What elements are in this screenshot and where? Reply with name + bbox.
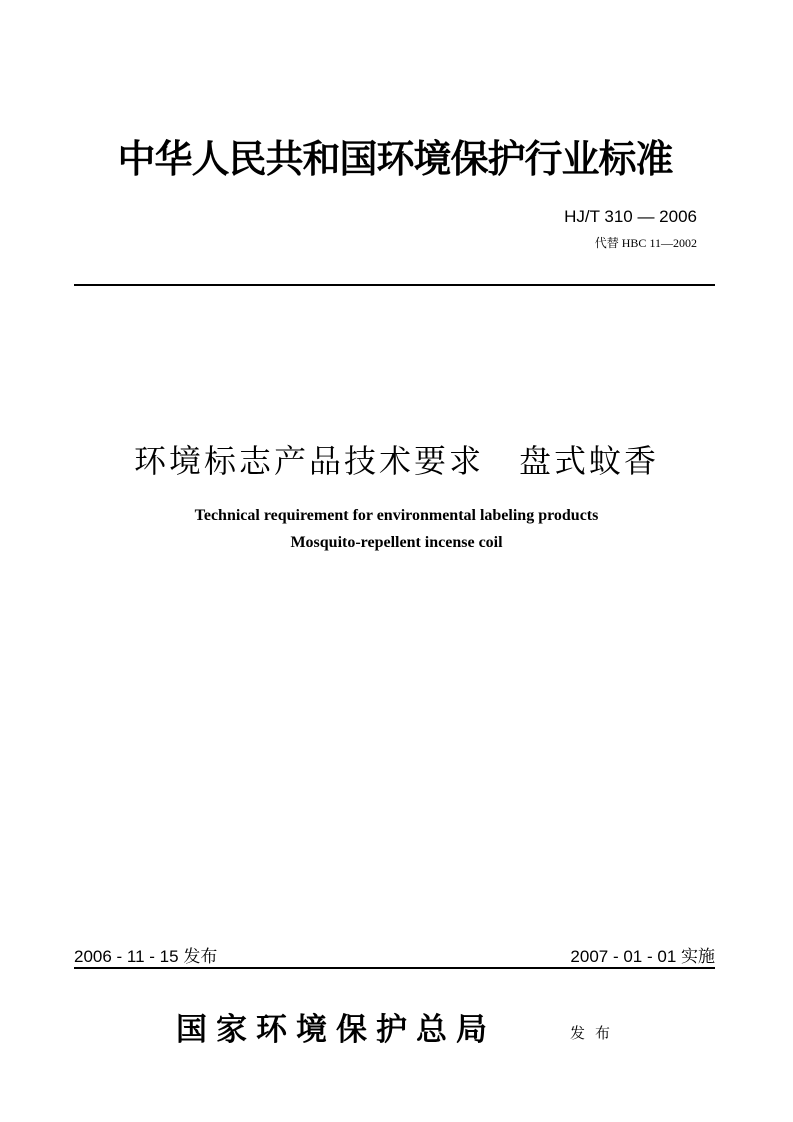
bottom-divider xyxy=(74,967,715,969)
issuing-action: 发布 xyxy=(570,1024,621,1042)
document-title-en-line2: Mosquito-repellent incense coil xyxy=(290,534,503,551)
document-title-en-line1: Technical requirement for environmental labeling products xyxy=(194,507,599,524)
top-divider xyxy=(74,284,715,286)
implementation-date: 2007 - 01 - 01 实施 xyxy=(570,947,715,966)
standard-code: HJ/T 310 — 2006 xyxy=(564,207,697,226)
standard-category-title: 中华人民共和国环境保护行业标准 xyxy=(117,136,673,181)
replaces-note: 代替 HBC 11—2002 xyxy=(594,236,697,250)
issuing-authority: 国家环境保护总局 xyxy=(176,1012,496,1048)
issue-date: 2006 - 11 - 15 发布 xyxy=(74,947,218,966)
document-title-cn: 环境标志产品技术要求 盘式蚊香 xyxy=(133,442,659,480)
